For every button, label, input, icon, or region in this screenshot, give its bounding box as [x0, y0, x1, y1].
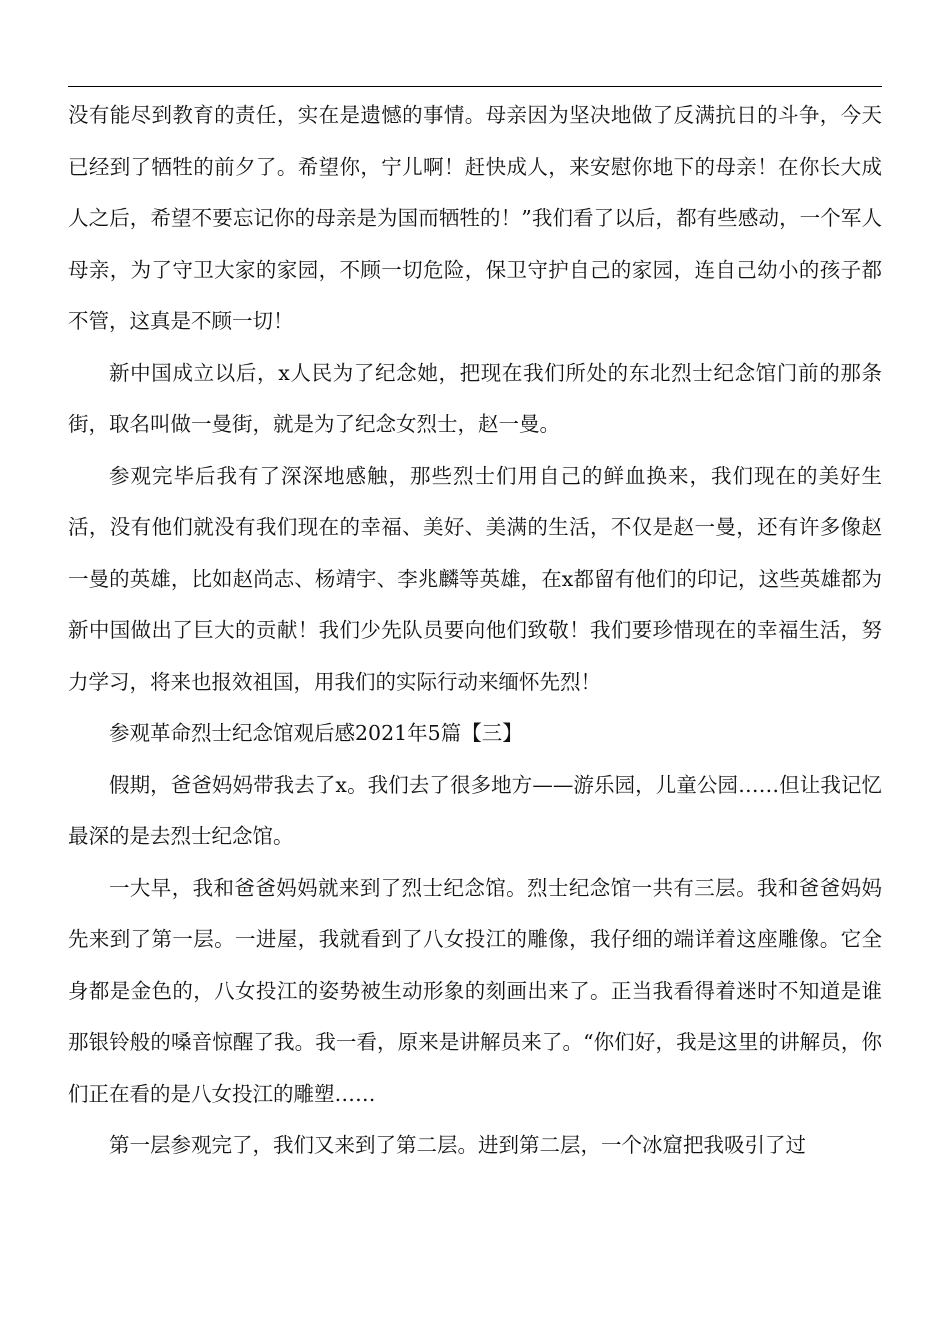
paragraph-5: 一大早，我和爸爸妈妈就来到了烈士纪念馆。烈士纪念馆一共有三层。我和爸爸妈妈先来到了第一层。一进屋，我就看到了八女投江的雕像，我仔细的端详着这座雕像。它全身都是金色的，八女投江的姿势被生动形象的刻画出来了。正当我看得着迷时不知道是谁那银铃般的嗓音惊醒了我。我一看，原来是讲解员来了。“你们好，我是这里的讲解员，你们正在看的是八女投江的雕塑…… — [68, 875, 882, 1106]
document-body — [68, 90, 882, 1172]
paragraph-1: 没有能尽到教育的责任，实在是遗憾的事情。母亲因为坚决地做了反满抗日的斗争，今天已经到了牺牲的前夕了。希望你，宁儿啊！赶快成人，来安慰你地下的母亲！在你长大成人之后，希望不要忘记你的母亲是为国而牺牲的！”我们看了以后，都有些感动，一个军人母亲，为了守卫大家的家园，不顾一切危险，保卫守护自己的家园，连自己幼小的孩子都不管，这真是不顾一切！ — [68, 103, 882, 333]
paragraph-3: 参观完毕后我有了深深地感触，那些烈士们用自己的鲜血换来，我们现在的美好生活，没有他们就没有我们现在的幸福、美好、美满的生活，不仅是赵一曼，还有许多像赵一曼的英雄，比如赵尚志、杨靖宇、李兆麟等英雄，在x都留有他们的印记，这些英雄都为新中国做出了巨大的贡献！我们少先队员要向他们致敬！我们要珍惜现在的幸福生活，努力学习，将来也报效祖国，用我们的实际行动来缅怀先烈！ — [68, 463, 882, 694]
header-rule — [68, 86, 882, 87]
section-heading: 参观革命烈士纪念馆观后感2021年5篇【三】 — [109, 721, 523, 745]
paragraph-4: 假期，爸爸妈妈带我去了x。我们去了很多地方——游乐园，儿童公园……但让我记忆最深的是去烈士纪念馆。 — [68, 772, 882, 848]
paragraph-2: 新中国成立以后，x人民为了纪念她，把现在我们所处的东北烈士纪念馆门前的那条街，取名叫做一曼街，就是为了纪念女烈士，赵一曼。 — [68, 360, 882, 436]
paragraph-6: 第一层参观完了，我们又来到了第二层。进到第二层，一个冰窟把我吸引了过 — [109, 1133, 806, 1157]
